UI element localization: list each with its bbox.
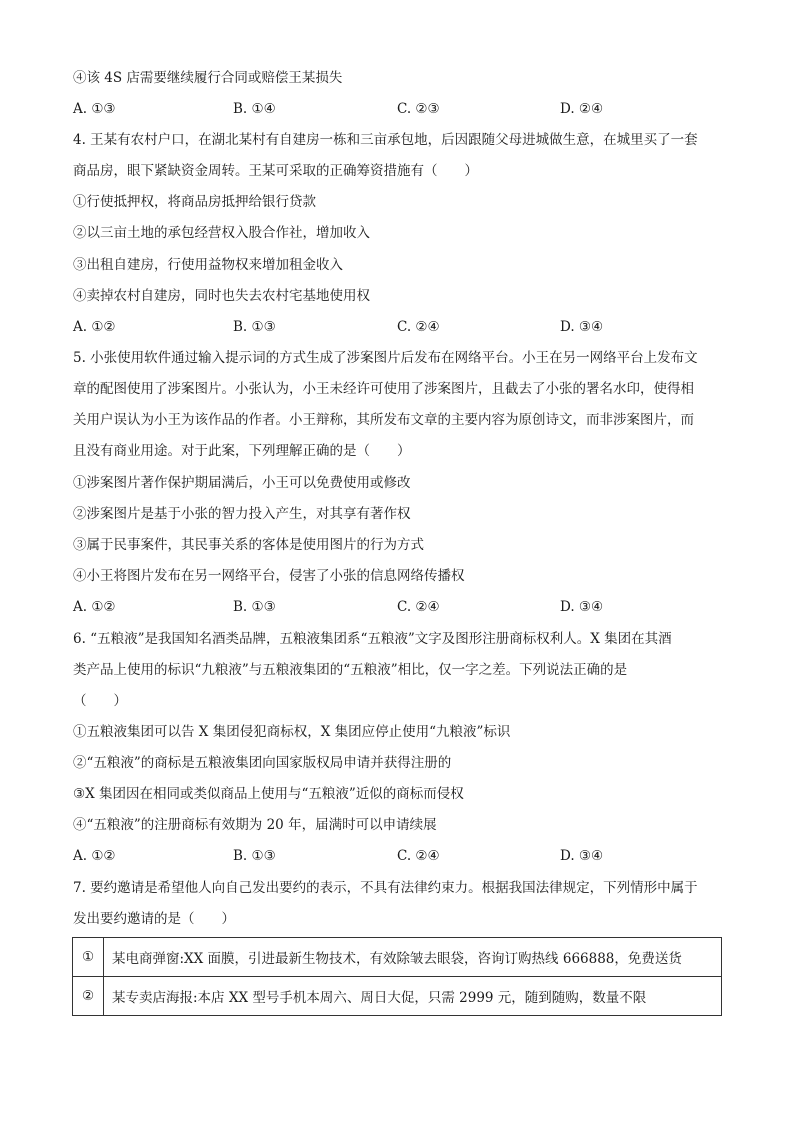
q4-option-a: A. ①② [73, 319, 116, 335]
q4-stem-line-1: 4. 王某有农村户口，在湖北某村有自建房一栋和三亩承包地，后因跟随父母进城做生意，在城里买了一套 [73, 132, 698, 148]
scenario-number: ① [73, 938, 104, 977]
q5-item-3: ③属于民事案件，其民事关系的客体是使用图片的行为方式 [73, 537, 424, 553]
q4-option-c: C. ②④ [397, 319, 440, 335]
q7-stem-line-2: 发出要约邀请的是（ ） [73, 911, 235, 927]
q5-item-4: ④小王将图片发布在另一网络平台，侵害了小张的信息网络传播权 [73, 568, 465, 584]
q4-option-d: D. ③④ [560, 319, 604, 335]
q3-option-c: C. ②③ [397, 101, 440, 117]
q3-option-a: A. ①③ [73, 101, 116, 117]
q5-item-1: ①涉案图片著作保护期届满后，小王可以免费使用或修改 [73, 475, 411, 491]
table-row [73, 938, 722, 977]
q4-options [73, 317, 733, 337]
q6-option-b: B. ①③ [233, 848, 276, 864]
scenario-text: 某电商弹窗:XX 面膜，引进最新生物技术，有效除皱去眼袋，咨询订购热线 666888，免费送货 [104, 938, 722, 977]
q6-option-c: C. ②④ [397, 848, 440, 864]
q5-stem-line-2: 章的配图使用了涉案图片。小张认为，小王未经许可使用了涉案图片，且截去了小张的署名水印，使得相 [73, 381, 694, 397]
q4-option-b: B. ①③ [233, 319, 276, 335]
q4-item-2: ②以三亩土地的承包经营权入股合作社，增加收入 [73, 225, 370, 241]
q6-option-a: A. ①② [73, 848, 116, 864]
q7-stem-line-1: 7. 要约邀请是希望他人向自己发出要约的表示，不具有法律约束力。根据我国法律规定，下列情形中属于 [73, 880, 698, 896]
q6-item-2: ②“五粮液”的商标是五粮液集团向国家版权局申请并获得注册的 [73, 755, 452, 771]
q5-option-a: A. ①② [73, 599, 116, 615]
q6-item-4: ④“五粮液”的注册商标有效期为 20 年，届满时可以申请续展 [73, 817, 437, 833]
table-row [73, 977, 722, 1016]
q3-options [73, 99, 733, 119]
q5-stem-line-4: 且没有商业用途。对于此案，下列理解正确的是（ ） [73, 443, 411, 459]
q5-stem-line-3: 关用户误认为小王为该作品的作者。小王辩称，其所发布文章的主要内容为原创诗文，而非涉案图片，而 [73, 412, 694, 428]
scenario-text: 某专卖店海报:本店 XX 型号手机本周六、周日大促，只需 2999 元，随到随购，数量不限 [104, 977, 722, 1016]
q7-scenario-table [72, 937, 722, 1016]
q4-stem-line-2: 商品房，眼下紧缺资金周转。王某可采取的正确筹资措施有（ ） [73, 163, 478, 179]
q4-item-4: ④卖掉农村自建房，同时也失去农村宅基地使用权 [73, 288, 370, 304]
q6-item-1: ①五粮液集团可以告 X 集团侵犯商标权，X 集团应停止使用“九粮液”标识 [73, 724, 511, 740]
q5-option-b: B. ①③ [233, 599, 276, 615]
q6-options [73, 846, 733, 866]
q6-stem-line-2: 类产品上使用的标识“九粮液”与五粮液集团的“五粮液”相比，仅一字之差。下列说法正确的是 [73, 662, 628, 678]
q6-stem-line-1: 6. “五粮液”是我国知名酒类品牌，五粮液集团系“五粮液”文字及图形注册商标权利人。X 集团在其酒 [73, 631, 672, 647]
q5-stem-line-1: 5. 小张使用软件通过输入提示词的方式生成了涉案图片后发布在网络平台。小王在另一网络平台上发布文 [73, 350, 698, 366]
q5-options [73, 597, 733, 617]
q5-option-c: C. ②④ [397, 599, 440, 615]
q6-option-d: D. ③④ [560, 848, 604, 864]
q3-item-4: ④该 4S 店需要继续履行合同或赔偿王某损失 [73, 70, 343, 86]
q3-option-b: B. ①④ [233, 101, 276, 117]
q6-stem-line-3: （ ） [73, 693, 127, 709]
scenario-number: ② [73, 977, 104, 1016]
q5-option-d: D. ③④ [560, 599, 604, 615]
q6-item-3: ③X 集团因在相同或类似商品上使用与“五粮液”近似的商标而侵权 [73, 786, 464, 802]
q4-item-3: ③出租自建房，行使用益物权来增加租金收入 [73, 257, 343, 273]
q4-item-1: ①行使抵押权，将商品房抵押给银行贷款 [73, 194, 316, 210]
q3-option-d: D. ②④ [560, 101, 604, 117]
q5-item-2: ②涉案图片是基于小张的智力投入产生，对其享有著作权 [73, 506, 411, 522]
